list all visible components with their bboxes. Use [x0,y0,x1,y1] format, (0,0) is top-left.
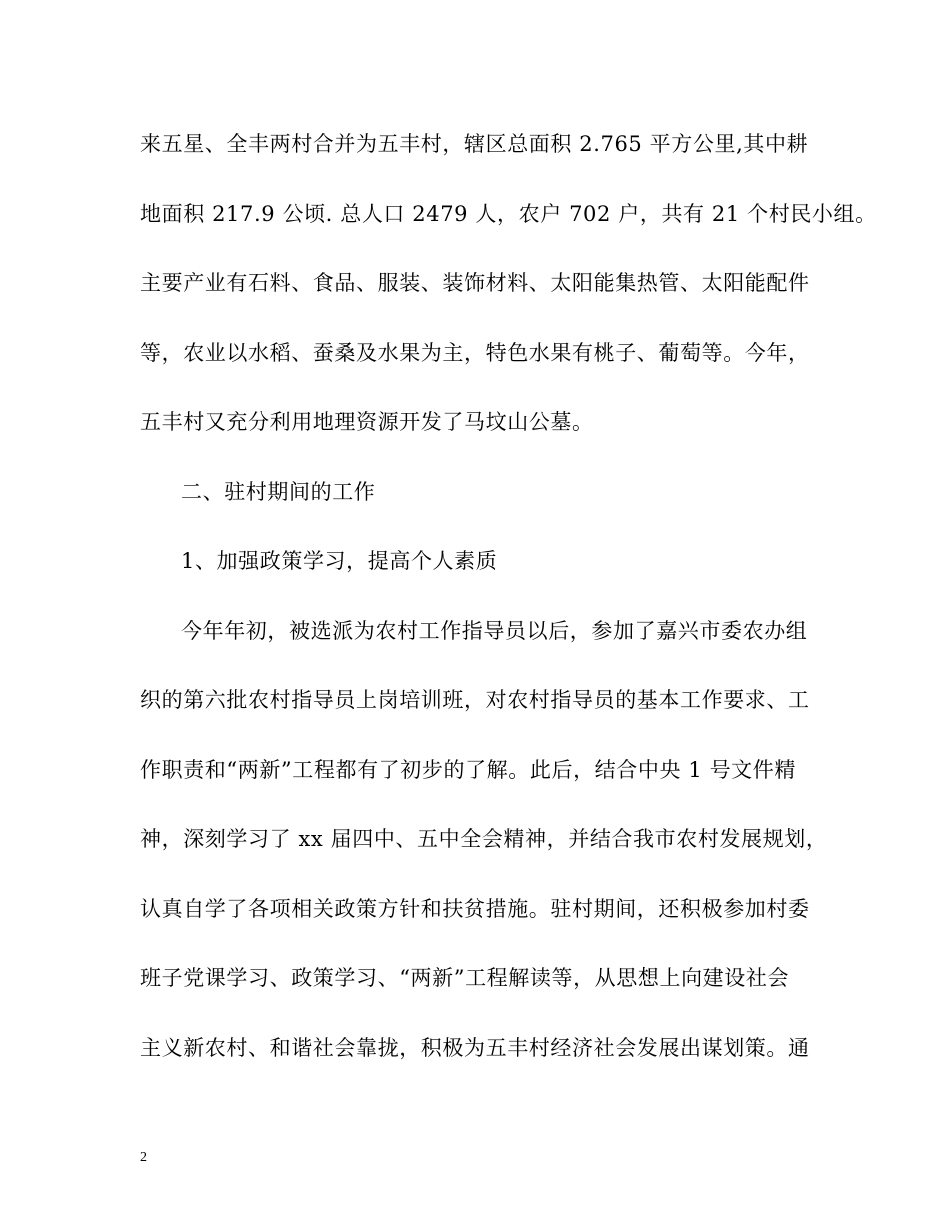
body-text-line: 神，深刻学习了 xx 届四中、五中全会精神，并结合我市农村发展规划， [140,827,828,851]
paragraph-first-line: 今年年初，被选派为农村工作指导员以后，参加了嘉兴市委农办组 [181,619,808,643]
body-text-line: 主义新农村、和谐社会靠拢，积极为五丰村经济社会发展出谋划策。通 [140,1036,810,1060]
body-text-line: 认真自学了各项相关政策方针和扶贫措施。驻村期间，还积极参加村委 [140,897,810,921]
body-text-line: 织的第六批农村指导员上岗培训班，对农村指导员的基本工作要求、工 [140,688,810,712]
section-heading: 二、驻村期间的工作 [181,480,376,504]
body-text-line: 班子党课学习、政策学习、“两新”工程解读等，从思想上向建设社会 [140,966,790,990]
body-text-line: 地面积 217.9 公顷. 总人口 2479 人，农户 702 户，共有 21 个村民小组。 [140,202,877,226]
body-text-line: 作职责和“两新”工程都有了初步的了解。此后，结合中央 1 号文件精 [140,758,796,782]
subsection-heading: 1、加强政策学习，提高个人素质 [181,549,498,573]
page-number: 2 [140,1150,147,1165]
body-text-line: 五丰村又充分利用地理资源开发了马坟山公墓。 [140,410,594,434]
body-text-line: 等，农业以水稻、蚕桑及水果为主，特色水果有桃子、葡萄等。今年， [140,341,810,365]
body-text-line: 主要产业有石料、食品、服装、装饰材料、太阳能集热管、太阳能配件 [140,271,810,295]
body-text-line: 来五星、全丰两村合并为五丰村，辖区总面积 2.765 平方公里,其中耕 [140,132,809,156]
